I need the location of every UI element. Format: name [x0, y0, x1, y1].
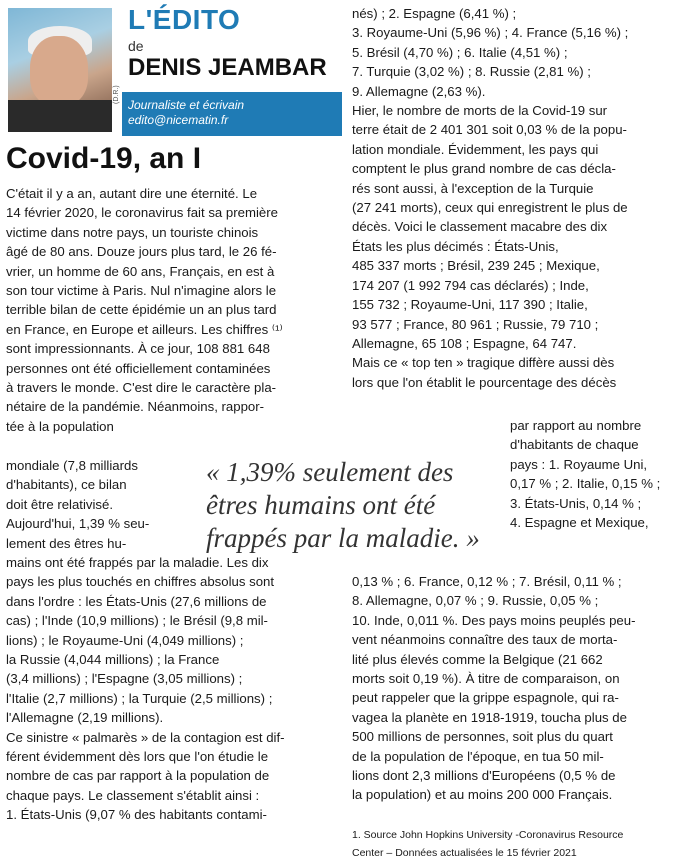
photo-credit: (D.R.): [113, 85, 120, 104]
body-text-line: États les plus décimés : États-Unis,: [352, 238, 559, 254]
body-text-line: pays les plus touchés en chiffres absolus sont: [6, 574, 275, 590]
body-text-line: tée à la population: [6, 418, 114, 434]
right-column-upper: [352, 4, 628, 392]
footnote: [352, 826, 623, 862]
body-text-line: décès. Voici le classement macabre des dix: [352, 219, 608, 235]
body-text-line: 14 février 2020, le coronavirus fait sa première: [6, 205, 278, 221]
article-title: Covid-19, an I: [6, 142, 202, 175]
byline-de: de: [128, 38, 144, 54]
body-text-line: 500 millions de personnes, soit plus du quart: [352, 729, 613, 745]
body-text-line: 93 577 ; France, 80 961 ; Russie, 79 710 ;: [352, 316, 599, 332]
right-column-lower: [352, 572, 635, 805]
author-photo: [8, 8, 112, 132]
body-text-line: terre était de 2 401 301 soit 0,03 % de la popu-: [352, 122, 627, 138]
body-text-line: l'Italie (2,7 millions) ; la Turquie (2,5 millions) ;: [6, 690, 273, 706]
body-text-line: à travers le monde. C'est dire le caractère pla-: [6, 380, 277, 396]
body-text-line: 1. États-Unis (9,07 % des habitants contami-: [6, 807, 267, 823]
body-text-line: son tour victime à Paris. Nul n'imagine alors le: [6, 283, 277, 299]
body-text-line: morts soit 0,19 %). À titre de comparaison, on: [352, 671, 620, 687]
body-text-line: comptent le plus grand nombre de cas décla-: [352, 161, 616, 177]
body-text-line: dans l'ordre : les États-Unis (27,6 millions de: [6, 593, 267, 609]
pull-quote-line: êtres humains ont été: [206, 490, 436, 520]
body-text-line: lement des êtres hu-: [6, 535, 127, 551]
body-text-line: nombre de cas par rapport à la population de: [6, 768, 270, 784]
body-text-line: vrier, un homme de 60 ans, Français, en est à: [6, 263, 275, 279]
footnote-line: 1. Source John Hopkins University -Coronavirus Resource: [352, 829, 624, 841]
body-text-line: 174 207 (1 992 794 cas déclarés) ; Inde,: [352, 277, 589, 293]
body-text-line: nétaire de la pandémie. Néanmoins, rappor-: [6, 399, 265, 415]
body-text-line: vent néanmoins connaître des taux de morta-: [352, 632, 618, 648]
body-text-line: Aujourd'hui, 1,39 % seu-: [6, 516, 150, 532]
body-text-line: férent évidemment dès lors que l'on étudie le: [6, 749, 269, 765]
body-text-line: pays : 1. Royaume Uni,: [510, 456, 648, 472]
body-text-line: lité plus élevés comme la Belgique (21 662: [352, 651, 603, 667]
author-bio-box: [122, 92, 342, 136]
body-text-line: Allemagne, 65 108 ; Espagne, 64 747.: [352, 335, 577, 351]
body-text-line: en France, en Europe et ailleurs. Les chiffres ⁽¹⁾: [6, 321, 283, 337]
body-text-line: peut rappeler que la grippe espagnole, qui ra-: [352, 690, 619, 706]
body-text-line: 3. États-Unis, 0,14 % ;: [510, 495, 642, 511]
left-column-upper: [6, 184, 283, 436]
left-column-lower: [6, 553, 285, 825]
body-text-line: C'était il y a an, autant dire une éternité. Le: [6, 186, 258, 201]
body-text-line: personnes ont été officiellement contaminées: [6, 360, 271, 376]
footnote-line: Center – Données actualisées le 15 février 2021: [352, 847, 577, 859]
body-text-line: 4. Espagne et Mexique,: [510, 515, 649, 531]
body-text-line: 7. Turquie (3,02 %) ; 8. Russie (2,81 %) ;: [352, 64, 591, 80]
body-text-line: d'habitants de chaque: [510, 437, 639, 453]
pull-quote-line: frappés par la maladie. »: [206, 523, 480, 553]
pull-quote-line: « 1,39% seulement des: [206, 457, 454, 487]
body-text-line: lors que l'on établit le pourcentage des décès: [352, 374, 617, 390]
body-text-line: chaque pays. Le classement s'établit ainsi :: [6, 787, 260, 803]
body-text-line: victime dans notre pays, un touriste chinois: [6, 224, 259, 240]
body-text-line: de la population de l'époque, en tua 50 mil-: [352, 748, 604, 764]
body-text-line: Ce sinistre « palmarès » de la contagion est dif-: [6, 729, 285, 745]
pull-quote: [206, 456, 480, 555]
body-text-line: 3. Royaume-Uni (5,96 %) ; 4. France (5,16 %) ;: [352, 25, 629, 41]
body-text-line: lions dont 2,3 millions d'Européens (0,5 % de: [352, 768, 616, 784]
body-text-line: 5. Brésil (4,70 %) ; 6. Italie (4,51 %) ;: [352, 44, 568, 60]
body-text-line: Mais ce « top ten » tragique diffère aussi dès: [352, 355, 615, 371]
body-text-line: 155 732 ; Royaume-Uni, 117 390 ; Italie,: [352, 297, 588, 313]
body-text-line: âgé de 80 ans. Douze jours plus tard, le 26 fé-: [6, 244, 277, 260]
body-text-line: terrible bilan de cette épidémie un an plus tard: [6, 302, 277, 318]
author-email: edito@nicematin.fr: [128, 113, 229, 127]
rubric-title: L'ÉDITO: [128, 4, 241, 35]
body-text-line: la Russie (4,044 millions) ; la France: [6, 652, 220, 668]
body-text-line: (3,4 millions) ; l'Espagne (3,05 millions) ;: [6, 671, 243, 687]
body-text-line: lions) ; le Royaume-Uni (4,049 millions) ;: [6, 632, 244, 648]
body-text-line: rés sont aussi, à l'exception de la Turquie: [352, 180, 594, 196]
body-text-line: doit être relativisé.: [6, 496, 114, 512]
body-text-line: 8. Allemagne, 0,07 % ; 9. Russie, 0,05 % ;: [352, 593, 599, 609]
body-text-line: (27 241 morts), ceux qui enregistrent le plus de: [352, 200, 628, 216]
body-text-line: cas) ; l'Inde (10,9 millions) ; le Brésil (9,8 mil-: [6, 613, 268, 629]
left-column-narrow: [6, 456, 149, 553]
body-text-line: sont impressionnants. À ce jour, 108 881 648: [6, 341, 270, 357]
body-text-line: 0,13 % ; 6. France, 0,12 % ; 7. Brésil, 0,11 % ;: [352, 574, 622, 589]
body-text-line: vagea la planète en 1918-1919, toucha plus de: [352, 709, 627, 725]
body-text-line: lation mondiale. Évidemment, les pays qui: [352, 141, 599, 157]
body-text-line: d'habitants), ce bilan: [6, 477, 127, 493]
body-text-line: 9. Allemagne (2,63 %).: [352, 83, 486, 99]
body-text-line: mondiale (7,8 milliards: [6, 458, 138, 473]
body-text-line: 485 337 morts ; Brésil, 239 245 ; Mexique,: [352, 258, 600, 274]
body-text-line: nés) ; 2. Espagne (6,41 %) ;: [352, 6, 517, 21]
body-text-line: Hier, le nombre de morts de la Covid-19 sur: [352, 103, 608, 119]
body-text-line: mains ont été frappés par la maladie. Les dix: [6, 555, 269, 570]
author-role: Journaliste et écrivain: [128, 98, 245, 112]
body-text-line: l'Allemagne (2,19 millions).: [6, 710, 164, 726]
author-name: DENIS JEAMBAR: [128, 54, 327, 81]
body-text-line: 0,17 % ; 2. Italie, 0,15 % ;: [510, 476, 661, 492]
body-text-line: la population) et au moins 200 000 Français.: [352, 787, 613, 803]
body-text-line: 10. Inde, 0,011 %. Des pays moins peuplés peu-: [352, 612, 636, 628]
right-column-narrow: [510, 416, 660, 532]
body-text-line: par rapport au nombre: [510, 418, 642, 433]
